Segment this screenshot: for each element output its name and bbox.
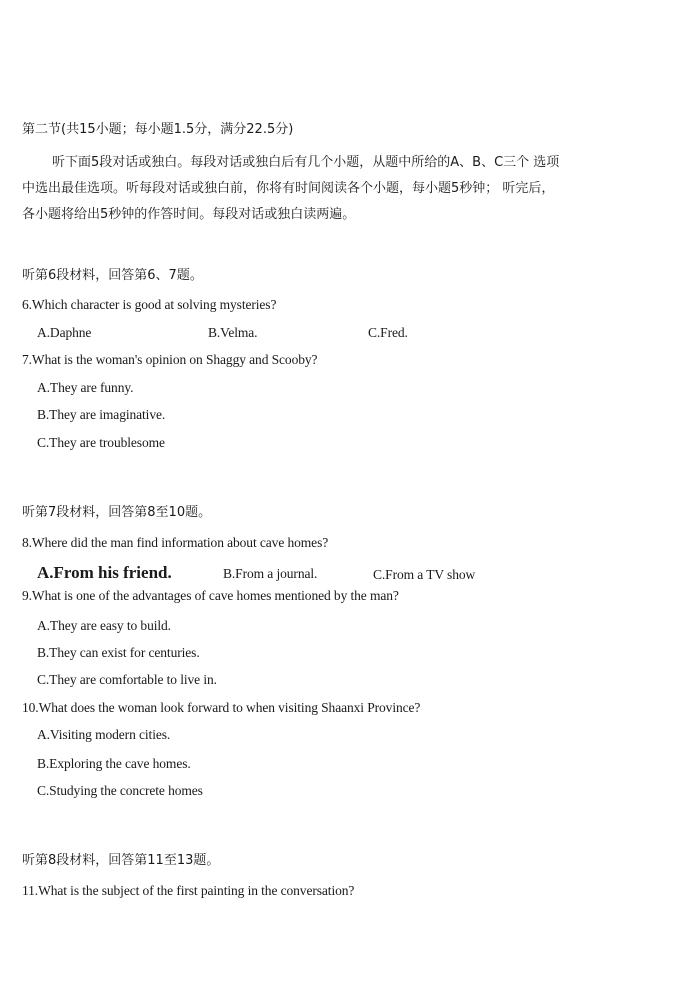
section-title: 第二节(共15小题；每小题1.5分，满分22.5分) bbox=[22, 122, 294, 137]
q10-option-c: C.Studying the concrete homes bbox=[37, 783, 203, 798]
question-11: 11.What is the subject of the first painting in the conversation? bbox=[22, 883, 355, 898]
q8-option-b: B.From a journal. bbox=[223, 566, 318, 581]
q7-option-a: A.They are funny. bbox=[37, 380, 134, 395]
q10-option-b: B.Exploring the cave homes. bbox=[37, 756, 191, 771]
group-6-header: 听第6段材料，回答第6、7题。 bbox=[22, 268, 203, 283]
q8-option-c: C.From a TV show bbox=[373, 567, 476, 582]
question-6: 6.Which character is good at solving mysteries? bbox=[22, 297, 277, 312]
q7-option-c: C.They are troublesome bbox=[37, 435, 165, 450]
q7-option-b: B.They are imaginative. bbox=[37, 407, 166, 422]
section-instructions: 听下面5段对话或独白。每段对话或独白后有几个小题，从题中所给的A、B、C三个 选项中选出最佳选项。听每段对话或独白前，你将有时间阅读各个小题，每小题5秒钟； 听完后，各小题将给出5秒钟的作答时间。每段对话或独白读两遍。 bbox=[22, 155, 560, 222]
q9-option-c: C.They are comfortable to live in. bbox=[37, 672, 217, 687]
question-8: 8.Where did the man find information about cave homes? bbox=[22, 535, 329, 550]
question-7: 7.What is the woman's opinion on Shaggy and Scooby? bbox=[22, 352, 318, 367]
q6-option-b: B.Velma. bbox=[208, 325, 258, 340]
q9-option-b: B.They can exist for centuries. bbox=[37, 645, 200, 660]
question-10: 10.What does the woman look forward to when visiting Shaanxi Province? bbox=[22, 700, 421, 715]
group-7-header: 听第7段材料，回答第8至10题。 bbox=[22, 505, 212, 520]
q6-option-a: A.Daphne bbox=[37, 325, 92, 340]
q8-option-a: A.From his friend. bbox=[37, 563, 172, 582]
q10-option-a: A.Visiting modern cities. bbox=[37, 727, 171, 742]
q6-option-c: C.Fred. bbox=[368, 325, 408, 340]
question-9: 9.What is one of the advantages of cave homes mentioned by the man? bbox=[22, 588, 399, 603]
q9-option-a: A.They are easy to build. bbox=[37, 618, 171, 633]
group-8-header: 听第8段材料，回答第11至13题。 bbox=[22, 853, 220, 868]
